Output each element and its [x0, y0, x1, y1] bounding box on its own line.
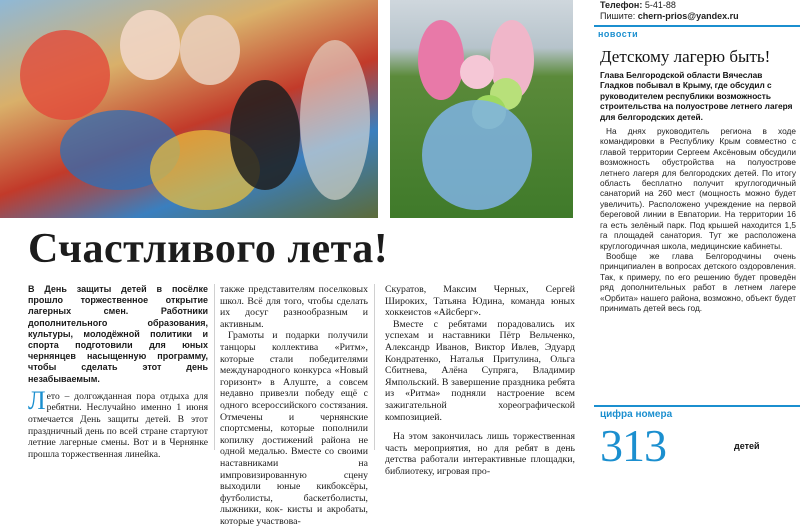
sidebar-body [600, 126, 796, 313]
sidebar-lead: Глава Белгородской области Вячеслав Гладков побывал в Крыму, где обсудил с руководителем республики возможность строительства на полуострове летнего лагеря для белгородских детей. [600, 70, 793, 122]
column-divider [374, 284, 375, 450]
email-label: Пишите: [600, 11, 636, 21]
section-label-news: новости [594, 25, 800, 39]
article-intro-text: ето – долгожданная пора отдыха для ребятни. Неслучайно именно 1 июня отмечается День защиты детей. В этот праздничный день по всей стране стартуют летние лагерные смены. Вот и в Чернянке прошла торжественная линейка. [28, 390, 208, 460]
drop-cap: Л [28, 385, 46, 415]
email-address: chern-prios@yandex.ru [637, 11, 739, 21]
sidebar-headline: Детскому лагерю быть! [600, 47, 771, 66]
contacts-block [594, 0, 800, 22]
column-divider [214, 284, 215, 450]
figure-number: 313 [600, 420, 666, 471]
article-col3-para3: На этом закончилась лишь торжественная часть мероприятия, но для ребят в день детства работали интерактивные площадки, библиотеку, игровая про- [385, 431, 575, 477]
article-column-2 [220, 284, 368, 527]
phone-label: Телефон: [600, 0, 643, 10]
article-column-1 [28, 284, 208, 460]
article-column-3 [385, 284, 575, 478]
article-lead: В День защиты детей в посёлке прошло торжественное открытие лагерных смен. Работники дополнительного образования, культуры, молодёжной политики и спорта подготовили для юных чернянцев насыщенную программу, чтобы сделать этот день незабываемым. [28, 284, 208, 384]
article-col2-para1: также представителям поселковых школ. Всё для того, чтобы сделать их досуг разнообразным и активным. [220, 284, 368, 330]
phone-number: 5-41-88 [644, 0, 676, 10]
article-col3-para1: Скуратов, Максим Черных, Сергей Широких, Татьяна Юдина, команда юных хоккеистов «Айсберг». [385, 284, 575, 319]
sidebar-para-2: Вообще же глава Белгородчины очень принципиален в вопросах детского оздоровления. Так, к примеру, по его решению будет проведён ряд дополнительных работ в летнем лагере «Орбита» нашего района, возможно, объект будет принимать детей весь год. [600, 250, 796, 313]
news-sidebar [594, 0, 800, 471]
sidebar-para-1: На днях руководитель региона в ходе командировки в Республику Крым совместно с главой территории Сергеем Аксёновым обсудили возможность обустройства на полуострове летнего лагеря для белгородских детей. По итогу область бесплатно получит круглогодичный санаторий на 260 мест (мощность можно будет увеличить). Расположено учреждение на первой береговой линии в Евпатории. На территории 16 га есть зелёный парк. Под крышей находится 1,5 га площадей санатория. Тут же расположена круглогодичная школа, медицинские кабинеты. [600, 126, 796, 251]
photo-children-carousel [0, 0, 378, 218]
figure-of-issue [594, 405, 800, 471]
photo-girls-balloons [390, 0, 573, 218]
figure-unit: детей [734, 441, 760, 451]
article-headline: Счастливого лета! [28, 226, 389, 272]
article-col3-para2: Вместе с ребятами порадовались их успехам и наставники Пётр Вельченко, Александр Иванов, Виктор Ивлев, Эдуард Кондратенко, Наталья Притулина, Ольга Сбитнева, Алёна Супряга, Владимир Ямпольский. В завершение праздника ребята из «Ритма» подняли настроение всем зажигательной хореографической композицией. [385, 318, 575, 423]
article-col2-para2: Грамоты и подарки получили танцоры коллектива «Ритм», которые стали победителями международного конкурса «Новый горизонт» в Алуште, а совсем недавно привезли победу ещё с одного всероссийского состязания. Отмечены и чернянские спортсмены, которые пополнили копилку достижений района не одной медалью. Вместе со своими наставниками на импровизированную сцену выходили юные кикбоксёры, футболисты, баскетболисты, лыжники, кок- кисты и акробаты, которые участвова- [220, 330, 368, 527]
figure-label: цифра номера [600, 409, 673, 420]
